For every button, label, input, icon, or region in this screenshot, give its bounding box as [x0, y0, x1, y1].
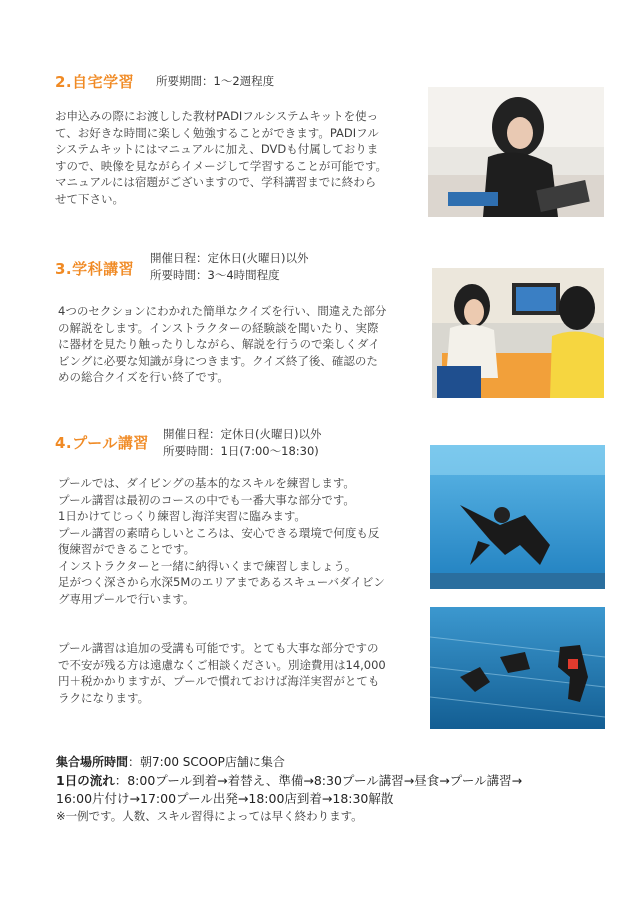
section4-line: 足がつく深さから水深5Mのエリアまであるスキューバダイビン [58, 575, 385, 589]
section2-line: お申込みの際にお渡しした教材PADIフルシステムキットを使っ [55, 109, 379, 123]
section4-extra-line: ラクになります。 [58, 690, 150, 705]
section3-line: めの総合クイズを行い終了です。 [58, 370, 229, 384]
section4-title: 4.プール講習 [55, 434, 149, 452]
section3-line: の解説をします。インストラクターの経験談を聞いたり、実際 [58, 320, 379, 335]
section4-line: プール講習の素晴らしいところは、安心できる環境で何度も反 [58, 525, 380, 540]
section3-time: 所要時間：3～4時間程度 [150, 268, 280, 282]
section4-extra-line: 円＋税かかりますが、プールで慣れておけば海洋実習がとても [58, 674, 380, 688]
section2-title: 2.自宅学習 [55, 73, 135, 91]
section4-extra-line: で不安が残る方は遠慮なくご相談ください。別途費用は14,000 [58, 657, 386, 672]
section4-line: 復練習ができることです。 [58, 542, 196, 556]
section4-date: 開催日程：定休日(火曜日)以外 [163, 427, 322, 441]
meeting-value: ：朝7:00 SCOOP店舗に集合 [128, 755, 285, 769]
section3-date: 開催日程：定休日(火曜日)以外 [150, 251, 309, 265]
section4-line: プールでは、ダイビングの基本的なスキルを練習します。 [58, 476, 355, 490]
meeting-info [56, 754, 285, 771]
pool-training-photo [430, 445, 605, 589]
section4-extra-body [58, 640, 418, 706]
section4-meta [163, 426, 321, 460]
daily-flow-line-2: 16:00片付け→17:00プール出発→18:00店到着→18:30解散 [56, 791, 394, 806]
section2-period: 所要期間：1～2週程度 [156, 74, 275, 88]
flow-line-1: ：8:00プール到着→着替え、準備→8:30プール講習→昼食→プール講習→ [114, 773, 523, 788]
section3-line: に器材を見たり触ったりしながら、解説を行うので楽しくダイ [58, 337, 380, 351]
meeting-label: 集合場所時間 [56, 755, 129, 769]
section2-body [55, 108, 415, 207]
section2-line: マニュアルには宿題がございますので、学科講習までに終わら [55, 175, 377, 189]
section4-line: プール講習は最初のコースの中でも一番大事な部分です。 [58, 492, 355, 507]
pool-group-photo [430, 607, 605, 729]
footer-note: ※一例です。人数、スキル習得によっては早く終わります。 [56, 809, 363, 823]
section3-title: 3.学科講習 [55, 260, 135, 278]
section3-body [58, 303, 418, 386]
section3-meta [150, 250, 308, 284]
section3-line: 4つのセクションにわかれた簡単なクイズを行い、間違えた部分 [58, 304, 387, 318]
section4-line: インストラクターと一緒に納得いくまで練習しましょう。 [58, 558, 357, 573]
section4-line: グ専用プールで行います。 [58, 591, 195, 606]
study-at-home-photo [428, 87, 604, 217]
daily-flow [56, 772, 522, 789]
section2-line: システムキットにはマニュアルに加え、DVDも付属しておりま [55, 142, 379, 156]
flow-label: 1日の流れ [56, 773, 115, 788]
section2-line: すので、映像を見ながらイメージして学習することが可能です。 [55, 158, 388, 173]
classroom-lecture-photo [432, 268, 604, 398]
section2-line: て、お好きな時間に楽しく勉強することができます。PADIフル [55, 125, 379, 140]
section2-line: せて下さい。 [55, 191, 124, 206]
section4-time: 所要時間：1日(7:00～18:30) [163, 444, 319, 458]
section3-line: ビングに必要な知識が身につきます。クイズ終了後、確認のた [58, 353, 378, 368]
section4-extra-line: プール講習は追加の受講も可能です。とても大事な部分ですの [58, 641, 379, 655]
section4-body [58, 475, 418, 607]
section4-line: 1日かけてじっくり練習し海洋実習に臨みます。 [58, 509, 306, 523]
